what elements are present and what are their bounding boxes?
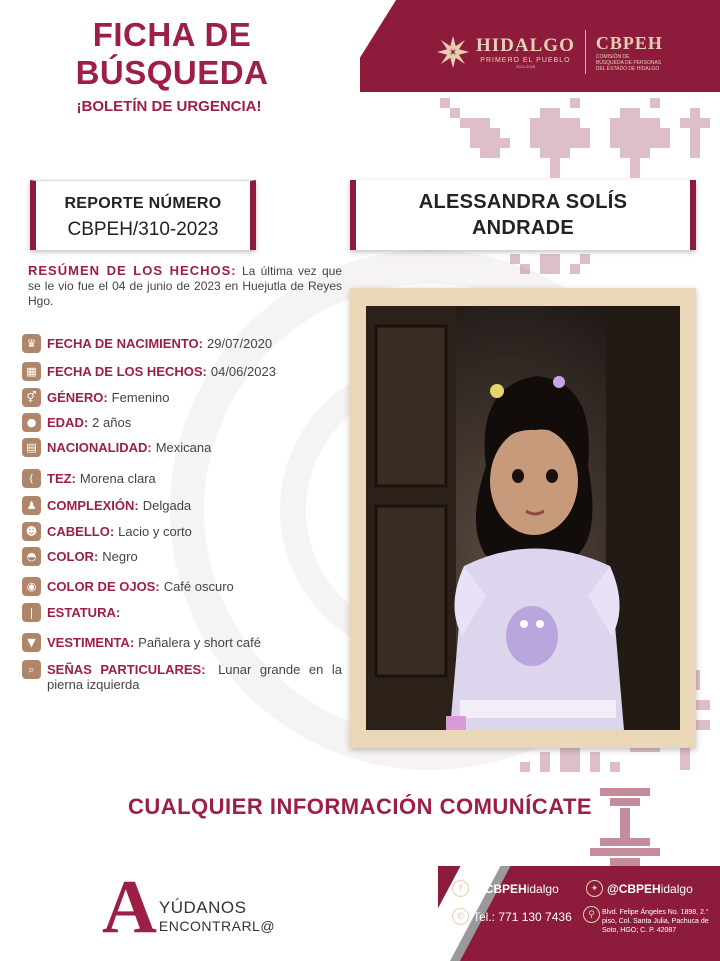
facebook-handle-bold: @CBPEH [473,881,527,896]
field-hair [22,524,342,541]
person-name-box [350,180,696,250]
field-height [22,605,342,622]
hair-color-icon: ◓ [22,547,41,566]
field-label: EDAD: [47,415,89,430]
report-box [30,180,256,250]
person-name [419,189,628,241]
twitter-handle-rest: idalgo [660,881,693,896]
field-label: TEZ: [47,471,76,486]
field-label: FECHA DE LOS HECHOS: [47,364,207,379]
field-clothing [22,635,342,652]
field-label: COLOR DE OJOS: [47,579,160,594]
field-label: COLOR: [47,549,99,564]
cbpeh-desc-1: COMISIÓN DE [595,53,630,60]
missing-person-photo [366,306,680,730]
help-text [159,898,275,934]
magnifier-icon: ⌕ [22,660,41,679]
id-card-icon: ▤ [22,438,41,457]
field-birth-date [22,336,342,353]
person-name-line1: ALESSANDRA SOLÍS [418,191,628,213]
poster-title-line2: BÚSQUEDA [75,54,269,91]
field-value: 2 años [92,415,132,430]
field-eye-color [22,579,342,596]
hidalgo-wordmark [476,35,575,69]
field-gender [22,390,342,407]
field-label: VESTIMENTA: [47,635,135,650]
cbpeh-desc-3: DEL ESTADO DE HIDALGO [595,65,660,72]
field-value: Negro [102,549,138,564]
field-build [22,498,342,515]
facts-summary [28,263,342,309]
field-text [47,662,342,692]
twitter-handle-bold: @CBPEH [607,881,661,896]
call-to-action: CUALQUIER INFORMACIÓN COMUNÍCATE [127,794,593,819]
field-value: Morena clara [79,471,156,486]
field-nationality [22,440,342,457]
cbpeh-desc-2: BÚSQUEDA DE PERSONAS [595,59,662,66]
location-pin-icon: ⚲ [583,906,600,923]
poster-subtitle: ¡BOLETÍN DE URGENCIA! [76,98,262,115]
shirt-icon: ▼ [22,633,41,652]
field-label: ESTATURA: [47,605,121,620]
field-value: Femenino [111,390,170,405]
field-label: CABELLO: [47,524,115,539]
field-label: FECHA DE NACIMIENTO: [47,336,203,351]
field-value: Pañalera y short café [138,635,262,650]
office-address: Blvd. Felipe Ángeles No. 1898, 2.° piso, Col. Santa Julia, Pachuca de Soto, HGO; C. P. 42087 [602,909,709,934]
person-icon: ● [22,413,41,432]
face-icon: ( [22,469,41,488]
cbpeh-wordmark [596,33,663,72]
cbpeh-name: CBPEH [595,32,663,53]
help-letter: A [102,865,157,949]
help-line1: YÚDANOS [158,898,247,917]
summary-label: RESÚMEN DE LOS HECHOS: [28,263,237,278]
twitter-icon: ✦ [586,880,603,897]
summary-text: La última vez que se le vio fue el 04 de junio de 2023 en Huejutla de Reyes Hgo. [28,264,342,308]
field-age [22,415,342,432]
gender-icon: ⚥ [22,388,41,407]
logo-tagline: PRIMERO EL PUEBLO [480,57,571,64]
field-value: Mexicana [155,440,212,455]
field-value: Delgada [142,498,192,513]
field-marks [22,662,342,692]
field-skin [22,471,342,488]
photo-illustration [366,306,680,730]
field-label: GÉNERO: [47,390,108,405]
hidalgo-logo [436,30,663,74]
facebook-icon: f [452,880,469,897]
eye-icon: ◉ [22,577,41,596]
logo-years: 2022-2028 [515,64,535,69]
field-label: NACIONALIDAD: [47,440,152,455]
help-us-find-logo [102,865,276,949]
embroidery-birds-pattern [420,88,720,184]
poster-title [62,16,282,92]
facebook-handle-rest: idalgo [526,881,559,896]
logo-divider [585,30,586,74]
field-label: SEÑAS PARTICULARES: [47,662,206,677]
report-number: CBPEH/310-2023 [67,219,219,240]
field-event-date [22,364,342,381]
phone-contact[interactable] [452,908,572,925]
cake-icon: ♛ [22,334,41,353]
location-contact [583,906,604,923]
facebook-contact[interactable] [452,880,559,897]
report-label: REPORTE NÚMERO [64,195,222,212]
twitter-contact[interactable] [586,880,693,897]
help-line2: ENCONTRARL@ [158,918,276,934]
embroidery-bottom-pattern [520,742,670,782]
embroidery-strip-pattern [500,250,600,284]
phone-number: Tel.: 771 130 7436 [473,909,572,924]
field-value: Café oscuro [163,579,234,594]
field-value: 04/06/2023 [210,364,276,379]
calendar-icon: ▦ [22,362,41,381]
flower-icon [436,35,470,69]
logo-brand: HIDALGO [476,35,575,56]
field-value: Lacio y corto [118,524,192,539]
field-value: Lunar grande en la pierna izquierda [47,662,342,692]
field-value: 29/07/2020 [207,336,273,351]
phone-icon: ✆ [452,908,469,925]
field-hair-color [22,549,342,566]
body-icon: ♟ [22,496,41,515]
field-label: COMPLEXIÓN: [47,498,139,513]
ruler-icon: | [22,603,41,622]
poster-title-line1: FICHA DE [92,16,252,53]
person-name-line2: ANDRADE [471,217,575,239]
hair-icon: ☻ [22,522,41,541]
